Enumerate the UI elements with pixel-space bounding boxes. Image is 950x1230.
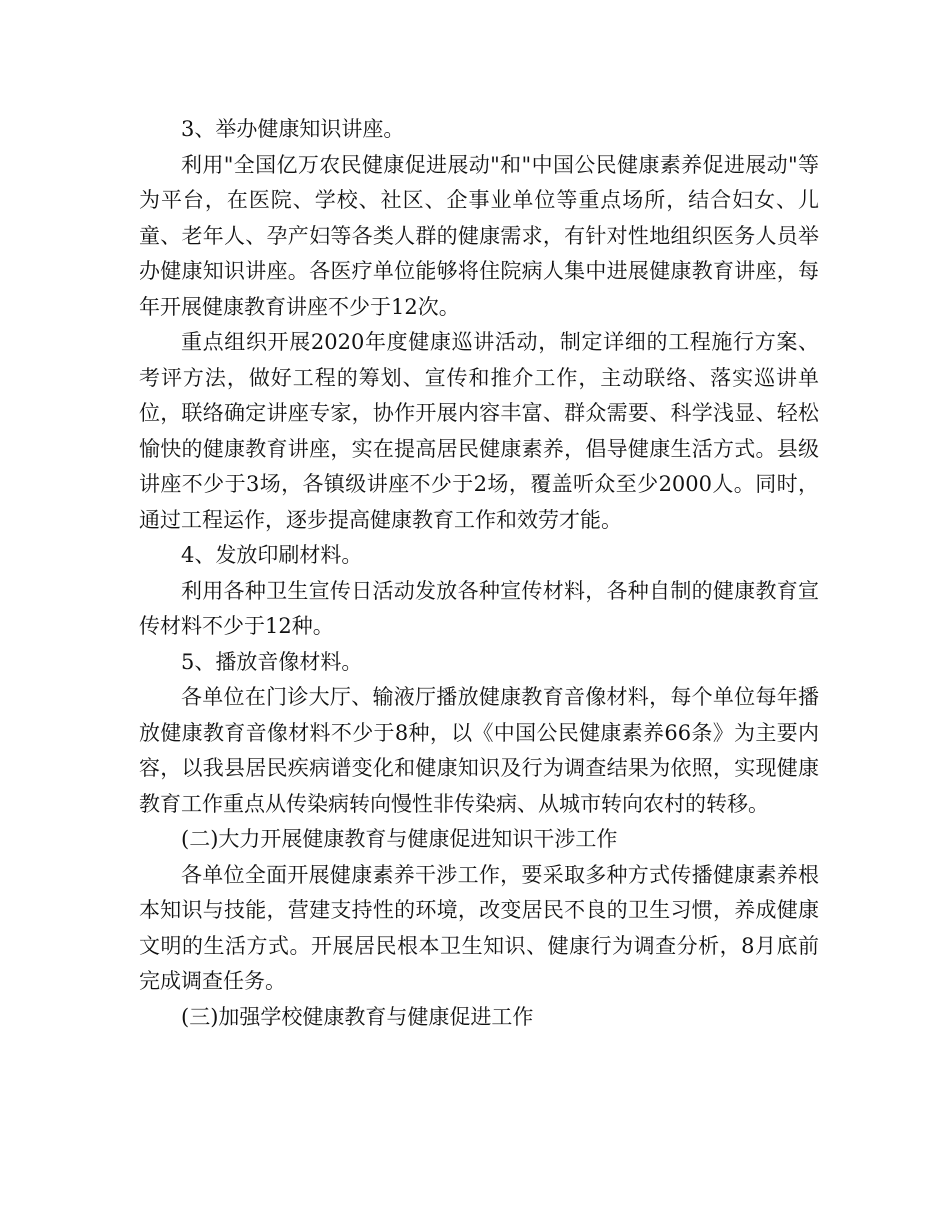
paragraph-lecture-platforms: 利用"全国亿万农民健康促进展动"和"中国公民健康素养促进展动"等为平台，在医院、学校、社区、企事业单位等重点场所，结合妇女、儿童、老年人、孕产妇等各类人群的健康需求，有针对性地组织医务人员举办健康知识讲座。各医疗单位能够将住院病人集中进展健康教育讲座，每年开展健康教育讲座不少于12次。	[139, 152, 819, 319]
paragraph-intervention: 各单位全面开展健康素养干涉工作，要采取多种方式传播健康素养根本知识与技能，营建支持性的环境，改变居民不良的卫生习惯，养成健康文明的生活方式。开展居民根本卫生知识、健康行为调查分析，8月底前完成调查任务。	[139, 862, 819, 993]
section-heading-av-materials: 5、播放音像材料。	[181, 649, 363, 674]
section-heading-printed-materials: 4、发放印刷材料。	[181, 543, 363, 567]
document-page	[139, 112, 819, 1035]
paragraph-av-materials: 各单位在门诊大厅、输液厅播放健康教育音像材料，每个单位每年播放健康教育音像材料不少于8种，以《中国公民健康素养66条》为主要内容，以我县居民疾病谱变化和健康知识及行为调查结果为依照，实现健康教育工作重点从传染病转向慢性非传染病、从城市转向农村的转移。	[139, 685, 819, 816]
paragraph-health-tour: 重点组织开展2020年度健康巡讲活动，制定详细的工程施行方案、考评方法，做好工程的筹划、宣传和推介工作，主动联络、落实巡讲单位，联络确定讲座专家，协作开展内容丰富、群众需要、科学浅显、轻松愉快的健康教育讲座，实在提高居民健康素养，倡导健康生活方式。县级讲座不少于3场，各镇级讲座不少于2场，覆盖听众至少2000人。同时，通过工程运作，逐步提高健康教育工作和效劳才能。	[139, 330, 819, 532]
section-heading-intervention: (二)大力开展健康教育与健康促进知识干涉工作	[181, 827, 618, 851]
section-heading-school-health: (三)加强学校健康教育与健康促进工作	[181, 1004, 534, 1029]
paragraph-printed-materials: 利用各种卫生宣传日活动发放各种宣传材料，各种自制的健康教育宣传材料不少于12种。	[139, 578, 819, 638]
section-heading-lectures: 3、举办健康知识讲座。	[181, 117, 405, 141]
